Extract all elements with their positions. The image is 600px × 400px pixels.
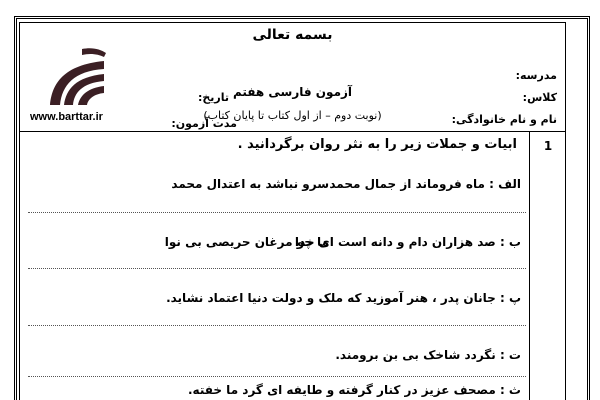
item-b-first-hemistich: ب : صد هزاران دام و دانه است ای خدا	[294, 235, 521, 249]
item-p-sentence: پ : جانان پدر ، هنر آموزید که ملک و دولت دنیا اعتماد نشاید.	[166, 291, 521, 305]
answer-line[interactable]	[28, 325, 526, 326]
exam-subtitle: (نوبت دوم – از اول کتاب تا پایان کتاب)	[203, 109, 382, 122]
name-label: نام و نام خانوادگی:	[451, 113, 557, 126]
answer-line[interactable]	[28, 376, 526, 377]
header-divider	[20, 131, 565, 132]
question-number: 1	[543, 139, 553, 153]
date-label: تاریخ:	[197, 91, 229, 104]
answer-line[interactable]	[28, 212, 526, 213]
item-t-sentence: ت : نگردد شاخک بی بن برومند.	[335, 348, 521, 362]
exam-frame	[19, 22, 566, 400]
website-url[interactable]: www.barttar.ir	[30, 111, 103, 123]
class-label: کلاس:	[522, 91, 557, 104]
barttar-logo-icon	[42, 43, 112, 113]
question-number-column-divider	[529, 131, 530, 400]
duration-label: مدت آزمون:	[171, 117, 237, 130]
item-th-sentence: ث : مصحف عزیز در کنار گرفته و طایفه ای گرد ما خفته.	[187, 383, 521, 397]
exam-header	[20, 23, 565, 131]
school-label: مدرسه:	[515, 69, 557, 82]
item-b-second-hemistich: ما چو مرغان حریصی بی نوا	[164, 235, 329, 249]
answer-line[interactable]	[28, 268, 526, 269]
item-a-second-hemistich: سرو نباشد به اعتدال محمد	[171, 177, 329, 191]
item-a-first-hemistich: الف : ماه فروماند از جمال محمد	[329, 177, 521, 191]
bismillah-title: بسمه تعالی	[252, 27, 333, 43]
exam-title: آزمون فارسی هفتم	[232, 85, 353, 99]
question-instruction: ابیات و جملات زیر را به نثر روان برگردانید .	[237, 137, 517, 152]
